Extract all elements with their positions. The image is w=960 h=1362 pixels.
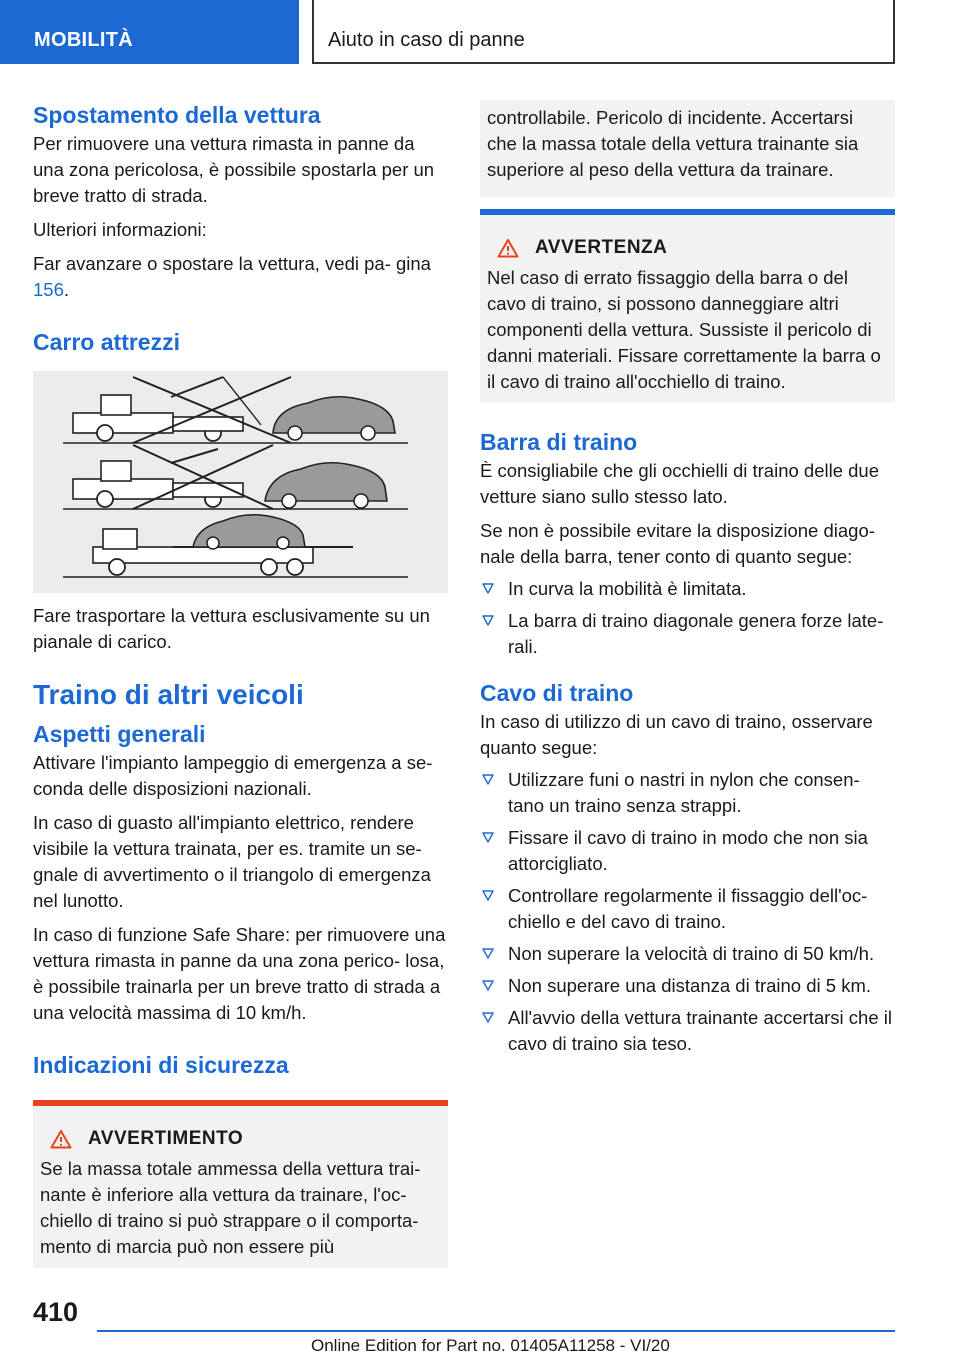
page-link[interactable]: 156	[33, 279, 64, 300]
notice-title	[487, 235, 887, 261]
heading-sicurezza: Indicazioni di sicurezza	[33, 1052, 289, 1078]
triangle-bullet-icon	[482, 980, 494, 991]
heading-aspetti: Aspetti generali	[33, 721, 206, 747]
list-item-text: Controllare regolarmente il fissaggio dell'oc‐ chiello e del cavo di traino.	[508, 885, 868, 932]
text: Far avanzare o spostare la vettura, vedi pa‐ gina	[33, 253, 431, 274]
notice-box	[480, 209, 895, 403]
notice-text: Nel caso di errato fissaggio della barra o del cavo di traino, si possono danneggiare altri componenti della vettura. Sussiste il pericolo di danni materiali. Fissare correttamente la barra o il cavo di traino all'occhiello di traino.	[487, 267, 881, 392]
triangle-bullet-icon	[482, 583, 494, 594]
list-item	[480, 973, 895, 999]
paragraph: In caso di utilizzo di un cavo di traino, osservare quanto segue:	[480, 711, 873, 758]
chapter-label: MOBILITÀ	[34, 29, 134, 51]
list-item	[480, 825, 895, 877]
list-item-text: Non superare la velocità di traino di 50 km/h.	[508, 943, 875, 964]
bullet-list	[480, 767, 895, 1057]
warning-text: Se la massa totale ammessa della vettura trai‐ nante è inferiore alla vettura da trainare, l'oc‐ chiello di traino si può strappare o il comporta‐ mento di marcia può non essere più	[40, 1158, 421, 1257]
warning-text: controllabile. Pericolo di incidente. Accertarsi che la massa totale della vettura trainante sia superiore al peso della vettura da trainare.	[487, 107, 859, 180]
triangle-bullet-icon	[482, 774, 494, 785]
heading-traino: Traino di altri veicoli	[33, 679, 304, 710]
footer-divider	[97, 1330, 895, 1332]
heading-spostamento: Spostamento della vettura	[33, 102, 321, 128]
paragraph: È consigliabile che gli occhielli di traino delle due vetture siano sullo stesso lato.	[480, 460, 880, 507]
list-item-text: Fissare il cavo di traino in modo che non sia attorcigliato.	[508, 827, 868, 874]
warning-title	[40, 1126, 440, 1152]
section-header	[312, 0, 895, 64]
list-item-text: In curva la mobilità è limitata.	[508, 578, 747, 599]
paragraph: Attivare l'impianto lampeggio di emergenza a se‐ conda delle disposizioni nazionali.	[33, 752, 433, 799]
warning-label: AVVERTIMENTO	[88, 1128, 244, 1149]
chapter-tab	[0, 0, 299, 64]
tow-truck-1	[73, 377, 261, 441]
list-item-text: All'avvio della vettura trainante accertarsi che il cavo di traino sia teso.	[508, 1007, 892, 1054]
warning-continuation	[480, 100, 895, 197]
right-column	[480, 100, 895, 1063]
paragraph: In caso di guasto all'impianto elettrico, rendere visibile la vettura trainata, per es. tramite un se‐ gnale di avvertimento o il triangolo di emergenza nel lunotto.	[33, 812, 431, 911]
edition-note: Online Edition for Part no. 01405A11258 - VI/20	[311, 1336, 670, 1355]
list-item	[480, 883, 895, 935]
warning-triangle-icon	[50, 1129, 72, 1149]
warning-box	[33, 1100, 448, 1268]
tow-trucks-illustration	[33, 371, 448, 593]
triangle-bullet-icon	[482, 615, 494, 626]
paragraph: Se non è possibile evitare la disposizione diago‐ nale della barra, tener conto di quanto segue:	[480, 520, 875, 567]
list-item	[480, 941, 895, 967]
paragraph	[33, 251, 448, 303]
left-column	[33, 100, 448, 1268]
list-item	[480, 608, 895, 660]
towing-illustration	[33, 371, 448, 593]
paragraph: Per rimuovere una vettura rimasta in panne da una zona pericolosa, è possibile spostarla per un breve tratto di strada.	[33, 133, 435, 206]
text: .	[63, 279, 70, 300]
list-item-text: Utilizzare funi o nastri in nylon che consen‐ tano un traino senza strappi.	[508, 769, 860, 816]
warning-triangle-icon	[497, 238, 519, 258]
paragraph: Ulteriori informazioni:	[33, 219, 207, 240]
triangle-bullet-icon	[482, 890, 494, 901]
heading-barra: Barra di traino	[480, 429, 638, 455]
list-item	[480, 1005, 895, 1057]
page-number: 410	[33, 1297, 79, 1327]
triangle-bullet-icon	[482, 1012, 494, 1023]
triangle-bullet-icon	[482, 832, 494, 843]
heading-cavo: Cavo di traino	[480, 680, 634, 706]
notice-label: AVVERTENZA	[535, 237, 668, 258]
heading-carro: Carro attrezzi	[33, 329, 180, 355]
section-label: Aiuto in caso di panne	[328, 29, 525, 51]
triangle-bullet-icon	[482, 948, 494, 959]
figure-caption: Fare trasportare la vettura esclusivamente su un pianale di carico.	[33, 605, 430, 652]
list-item	[480, 767, 895, 819]
bullet-list	[480, 576, 895, 660]
list-item-text: La barra di traino diagonale genera forze late‐ rali.	[508, 610, 884, 657]
paragraph: In caso di funzione Safe Share: per rimuovere una vettura rimasta in panne da una zona perico‐ losa, è possibile trainarla per un breve tratto di strada a una velocità massima di 10 km/h.	[33, 924, 446, 1023]
list-item-text: Non superare una distanza di traino di 5 km.	[508, 975, 872, 996]
list-item	[480, 576, 895, 602]
